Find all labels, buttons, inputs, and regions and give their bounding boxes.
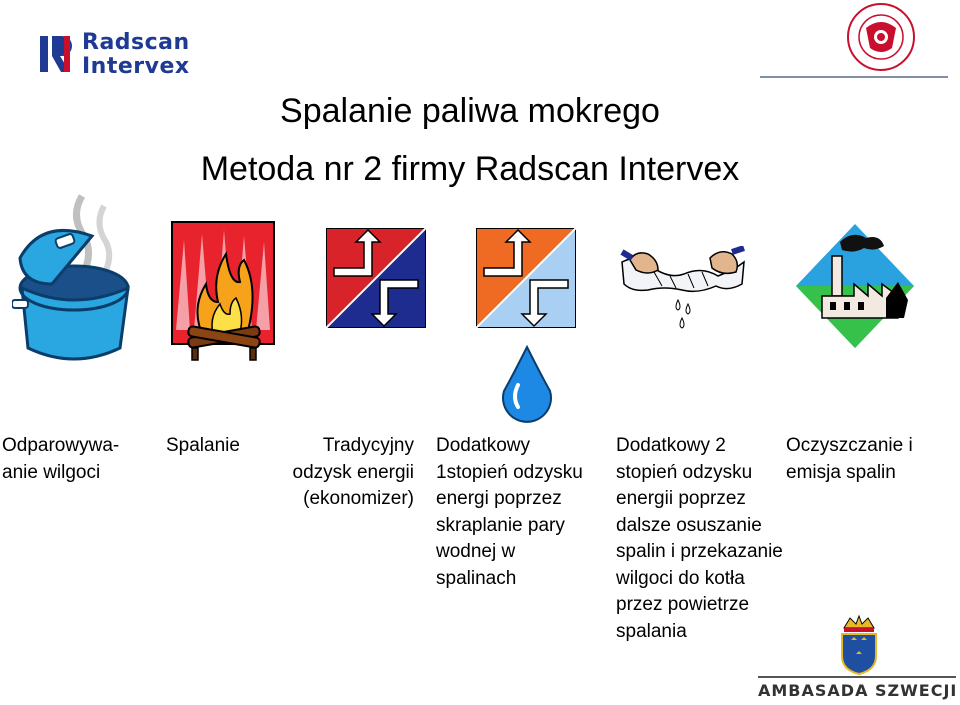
factory-emission-icon — [794, 222, 916, 350]
water-drop-icon — [500, 345, 554, 423]
heat-exchange-red-icon — [326, 228, 426, 328]
heat-exchange-orange-icon — [476, 228, 576, 328]
brand-name-line2: Intervex — [82, 54, 190, 79]
step-label-emission: Oczyszczanie i emisja spalin — [786, 435, 913, 483]
top-divider — [760, 76, 948, 78]
association-seal-icon — [846, 2, 916, 72]
wringing-cloth-icon — [618, 246, 748, 332]
brand-logo-text — [82, 32, 190, 78]
step-label-condensation: Dodatkowy 1stopień odzysku energi poprzez skraplanie pary wodnej w spalinach — [436, 435, 583, 589]
step-label-combustion: Spalanie — [166, 435, 240, 456]
fire-icon — [170, 220, 276, 362]
page-title: Spalanie paliwa mokrego — [280, 92, 660, 130]
step-label-second-stage: Dodatkowy 2 stopień odzysku energii poprzez dalsze osuszanie spalin i przekazanie wilgoci do kotła przez powietrze spalania — [616, 435, 783, 642]
page-subtitle: Metoda nr 2 firmy Radscan Intervex — [200, 150, 740, 188]
swedish-coat-of-arms-icon — [836, 614, 882, 676]
brand-name-line1: Radscan — [82, 30, 190, 55]
radscan-logo-icon — [38, 32, 74, 76]
embassy-top-line — [758, 676, 956, 678]
step-label-economizer: Tradycyjny odzysk energii (ekonomizer) — [292, 435, 414, 509]
steaming-pot-icon — [12, 188, 142, 366]
step-label-evaporation: Odparowywa- anie wilgoci — [2, 435, 120, 483]
embassy-name: AMBASADA SZWECJI — [758, 681, 958, 700]
